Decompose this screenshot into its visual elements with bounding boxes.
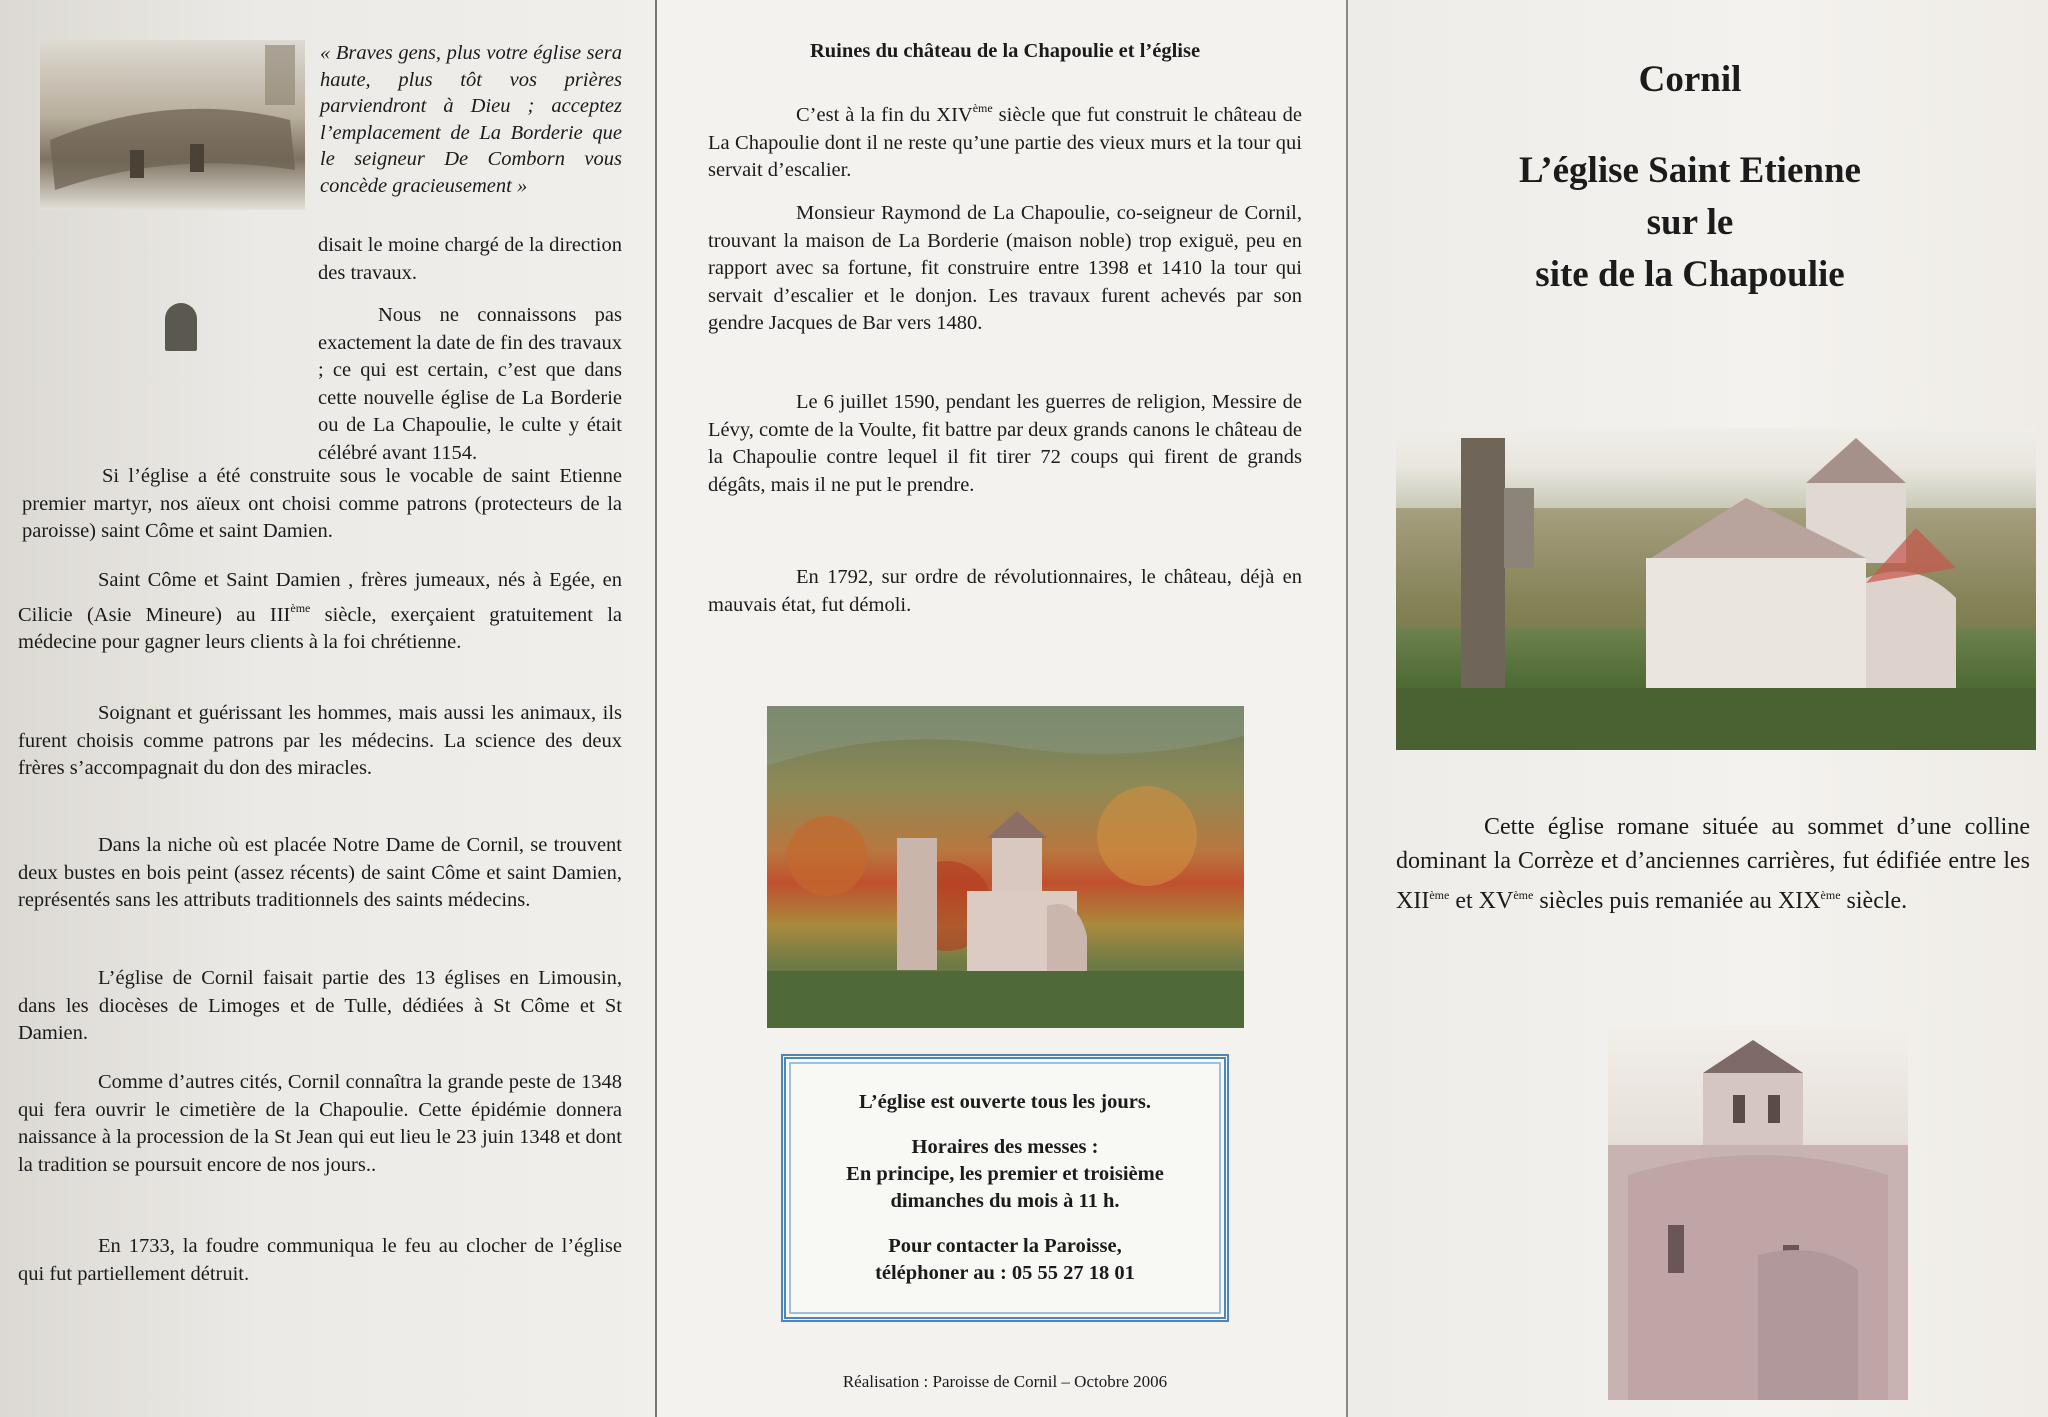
paragraph-twins <box>18 567 622 657</box>
desc-a: Cette église romane située au sommet d’une colline dominant la Corrèze et d’anciennes carrières, fut édifiée entre les XII <box>1396 814 2030 914</box>
paragraph-healing: Soignant et guérissant les hommes, mais aussi les animaux, ils furent choisis comme patrons par les médecins. La science des deux frères s’accompagnait du don des miracles. <box>18 702 622 779</box>
paragraph-siege: Le 6 juillet 1590, pendant les guerres de religion, Messire de Lévy, comte de la Voulte, fit battre par deux grands canons le château de la Chapoulie contre lequel il fit tirer 72 coups qui firent de grands dégâts, mais il ne put le prendre. <box>708 391 1302 496</box>
church-apse-photo <box>1608 1025 1908 1400</box>
open-text: L’église est ouverte tous les jours. <box>859 1091 1151 1113</box>
paragraph-lightning: En 1733, la foudre communiqua le feu au clocher de l’église qui fut partiellement détruit. <box>18 1235 622 1285</box>
church-castle-photo <box>1396 428 2036 750</box>
church-title-line-2: sur le <box>1646 202 1734 243</box>
desc-d: siècle. <box>1840 888 1908 914</box>
paragraph-limousin: L’église de Cornil faisait partie des 13 églises en Limousin, dans les diocèses de Limoges et de Tulle, dédiées à St Côme et St Damien. <box>18 967 622 1044</box>
mass-title: Horaires des messes : <box>911 1136 1099 1158</box>
paragraph-patrons: Si l’église a été construite sous le vocable de saint Etienne premier martyr, nos aïeux ont choisi comme patrons (protecteurs de la paroisse) saint Côme et saint Damien. <box>22 465 622 542</box>
church-title-line-3: site de la Chapoulie <box>1535 254 1845 295</box>
desc-b: et XV <box>1449 888 1514 914</box>
desc-sup-1: ème <box>1429 888 1450 902</box>
church-castle-drawing <box>1396 428 2036 750</box>
twins-text-a: Saint Côme et Saint Damien , frères jumeaux, nés à Egée, en Cilicie (Asie Mineure) au III <box>18 569 622 626</box>
paragraph-demolished: En 1792, sur ordre de révolutionnaires, le château, déjà en mauvais état, fut démoli. <box>708 566 1302 616</box>
church-apse-drawing <box>40 40 305 210</box>
monk-quote: « Braves gens, plus votre église sera haute, plus tôt vos prières parviendront à Dieu ; acceptez l’emplacement de La Borderie que le seigneur De Comborn vous concède gracieusement » <box>320 42 622 197</box>
paragraph-raymond: Monsieur Raymond de La Chapoulie, co-seigneur de Cornil, trouvant la maison de La Borderie (maison noble) trop exiguë, peu en rapport avec sa fortune, fit construire entre 1398 et 1410 la tour qui servait d’escalier et le donjon. Les travaux furent achevés par son gendre Jacques de Bar vers 1480. <box>708 202 1302 334</box>
twins-sup: ème <box>290 600 311 615</box>
twins-text-b: siècle, exerçaient gratuitement la médecine pour gagner leurs clients à la foi chrétienne. <box>18 603 622 653</box>
castle-sup: ème <box>972 101 993 115</box>
castle-text-a: C’est à la fin du XIV <box>796 104 973 126</box>
quote-attribution: disait le moine chargé de la direction des travaux. <box>318 234 622 284</box>
paragraph-end-of-works-text: Nous ne connaissons pas exactement la date de fin des travaux ; ce qui est certain, c’est que dans cette nouvelle église de La Borderie ou de La Chapoulie, le culte y était célébré avant 1154. <box>318 304 622 464</box>
middle-title: Ruines du château de la Chapoulie et l’église <box>809 40 1201 62</box>
autumn-landscape-photo <box>767 706 1244 1028</box>
church-description <box>1396 810 2030 918</box>
desc-sup-2: ème <box>1513 888 1534 902</box>
paragraph-end-of-works <box>22 302 622 467</box>
church-apse-thumbnail <box>40 40 305 210</box>
church-title-line-1: L’église Saint Etienne <box>1519 150 1861 191</box>
paragraph-niche: Dans la niche où est placée Notre Dame de Cornil, se trouvent deux bustes en bois peint (assez récents) de saint Côme et saint Damien, représentés sans les attributs traditionnels des saints médecins. <box>18 834 622 911</box>
left-panel <box>0 0 655 1417</box>
desc-sup-3: ème <box>1820 888 1841 902</box>
desc-c: siècles puis remaniée au XIX <box>1533 888 1821 914</box>
castle-text-b: siècle que fut construit le château de La Chapoulie dont il ne reste qu’une partie des vieux murs et la tour qui servait d’escalier. <box>708 104 1303 181</box>
mass-line-1: En principe, les premier et troisième <box>846 1163 1164 1185</box>
contact-line-1: Pour contacter la Paroisse, <box>888 1235 1122 1257</box>
opening-hours-box <box>781 1054 1229 1322</box>
paragraph-plague: Comme d’autres cités, Cornil connaîtra la grande peste de 1348 qui fera ouvrir le cimetière de la Chapoulie. Cette épidémie donnera naissance à la procession de la St Jean qui eut lieu le 23 juin 1348 et dont la tradition se poursuit encore de nos jours.. <box>18 1071 622 1176</box>
town-title: Cornil <box>1638 59 1742 100</box>
castle-church-drawing <box>767 706 1244 1028</box>
church-apse-photo-drawing <box>1608 1025 1908 1400</box>
footer-credit: Réalisation : Paroisse de Cornil – Octobre 2006 <box>842 1372 1168 1391</box>
contact-line-2: téléphoner au : 05 55 27 18 01 <box>875 1262 1135 1284</box>
mass-line-2: dimanches du mois à 11 h. <box>890 1190 1120 1212</box>
paragraph-castle-built <box>708 95 1302 185</box>
